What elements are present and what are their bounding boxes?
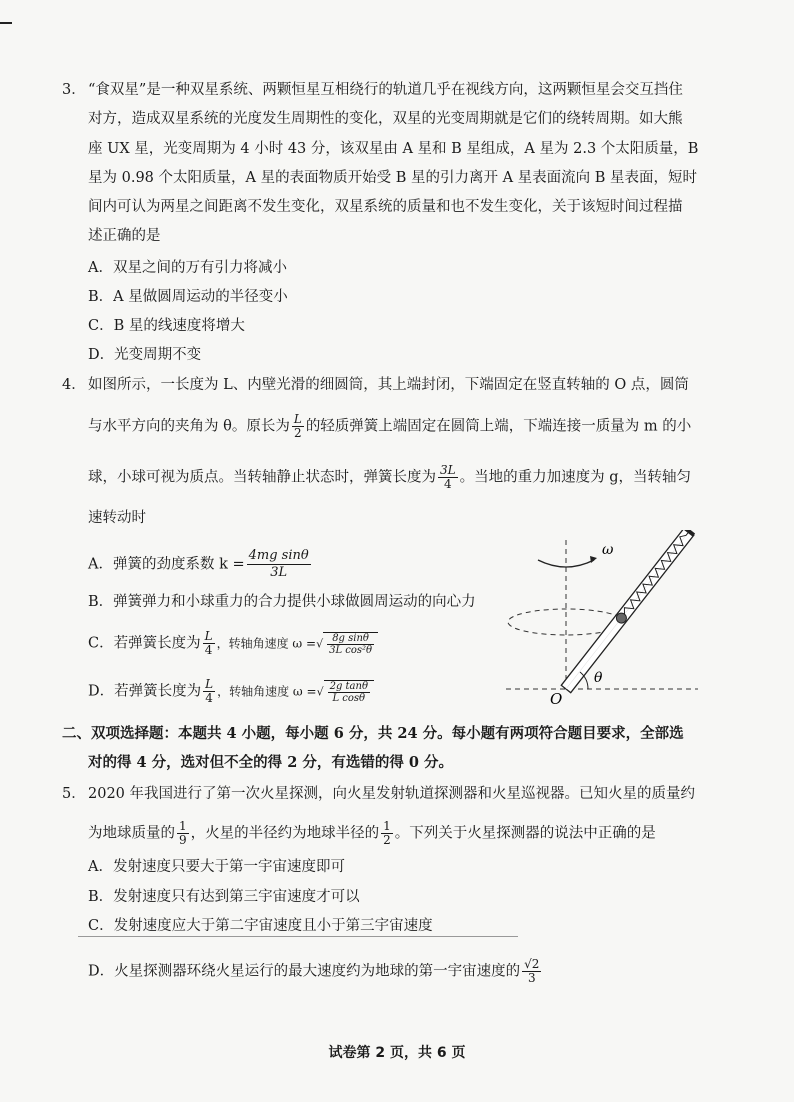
q3-line-6: 述正确的是: [88, 228, 161, 244]
q3-line-2: 对方，造成双星系统的光度发生周期性的变化，双星的光变周期就是它们的绕转周期。如大熊: [88, 111, 683, 127]
q4-option-d: D．若弹簧长度为 $\frac{L}{4}$ ，转轴角速度 ω =√ $\frac{\text{2g tanθ}}{\text{L cosθ}}$: [88, 678, 374, 705]
fraction: $\frac{1}{2}$: [383, 819, 391, 847]
fraction: $\frac{√2}{3}$: [524, 957, 540, 985]
q3-option-d: D．光变周期不变: [88, 347, 202, 363]
q5-line-1: 2020 年我国进行了第一次火星探测，向火星发射轨道探测器和火星巡视器。已知火星的质量约: [88, 786, 696, 802]
q3-number: 3．: [62, 82, 86, 98]
q4-option-b: B．弹簧弹力和小球重力的合力提供小球做圆周运动的向心力: [88, 594, 476, 610]
q4-line-3: 球，小球可视为质点。当转轴静止状态时，弹簧长度为 $\frac{3L}{4}$ 。当地的重力加速度为 g，当转轴匀: [88, 463, 691, 491]
fraction: $\frac{L}{2}$: [293, 412, 302, 440]
q4-option-c: C．若弹簧长度为 $\frac{L}{4}$ ，转轴角速度 ω =√ $\frac{\text{8g sinθ}}{\text{3L cos²θ}}$: [88, 630, 378, 657]
theta-label: θ: [594, 670, 603, 686]
q5-number: 5．: [62, 786, 86, 802]
q4-number: 4．: [62, 377, 86, 393]
q3-line-1: “食双星”是一种双星系统、两颗恒星互相绕行的轨道几乎在视线方向，这两颗恒星会交互挡住: [88, 82, 683, 98]
q4-line-2: 与水平方向的夹角为 θ。原长为 $\frac{L}{2}$ 的轻质弹簧上端固定在圆筒上端，下端连接一质量为 m 的小: [88, 412, 692, 440]
section2-line-2: 对的得 4 分，选对但不全的得 2 分，有选错的得 0 分。: [88, 754, 454, 771]
q5-option-a: A．发射速度只要大于第一宇宙速度即可: [88, 859, 345, 875]
q3-option-b: B．A 星做圆周运动的半径变小: [88, 289, 288, 305]
arrow-head: [590, 556, 597, 563]
q3-line-4: 星为 0.98 个太阳质量，A 星的表面物质开始受 B 星的引力离开 A 星表面流向 B 星表面，短时: [88, 170, 698, 186]
fraction: $\frac{3L}{4}$: [440, 463, 456, 491]
q5-option-b: B．发射速度只有达到第三宇宙速度才可以: [88, 889, 360, 905]
q4-line-4: 速转动时: [88, 510, 146, 526]
fraction: $\frac{\text{8g sinθ}}{\text{3L cos²θ}}$: [329, 632, 373, 656]
q3-line-3: 座 UX 星，光变周期为 4 小时 43 分，该双星由 A 星和 B 星组成，A 星为 2.3 个太阳质量，B: [88, 141, 699, 157]
page-footer: 试卷第 2 页，共 6 页: [328, 1045, 466, 1061]
q3-option-c: C．B 星的线速度将增大: [88, 318, 245, 334]
q3-option-a: A．双星之间的万有引力将减小: [88, 260, 287, 276]
section2-line-1: 二、双项选择题：本题共 4 小题，每小题 6 分，共 24 分。每小题有两项符合题目要求，全部选: [62, 725, 684, 742]
fraction: $\frac{L}{4}$: [205, 677, 214, 705]
spring: [621, 530, 692, 617]
q5-option-c: C．发射速度应大于第二宇宙速度且小于第三宇宙速度: [88, 918, 433, 934]
fraction: $\frac{1}{9}$: [179, 819, 187, 847]
edge-mark: [0, 22, 12, 24]
pencil-stroke: [78, 936, 518, 937]
sqrt-expression: √ $\frac{\text{8g sinθ}}{\text{3L cos²θ}}$: [316, 632, 378, 656]
origin-label: O: [550, 690, 563, 708]
fraction: $\frac{L}{4}$: [204, 629, 213, 657]
rotating-tube-diagram: [498, 530, 708, 710]
tube: [561, 530, 695, 693]
q4-line-1: 如图所示，一长度为 L、内壁光滑的细圆筒，其上端封闭，下端固定在竖直转轴的 O 点，圆筒: [88, 377, 689, 393]
sqrt-expression: √ $\frac{\text{2g tanθ}}{\text{L cosθ}}$: [317, 680, 374, 704]
q5-line-2: 为地球质量的 $\frac{1}{9}$ ，火星的半径约为地球半径的 $\frac{1}{2}$ 。下列关于火星探测器的说法中正确的是: [88, 819, 656, 847]
q5-option-d: D．火星探测器环绕火星运行的最大速度约为地球的第一宇宙速度的 $\frac{√2}{3}$: [88, 957, 540, 985]
fraction: $\frac{\text{4mg sinθ}}{3L}$: [248, 548, 309, 580]
fraction: $\frac{\text{2g tanθ}}{\text{L cosθ}}$: [329, 680, 368, 704]
q3-line-5: 间内可认为两星之间距离不发生变化，双星系统的质量和也不发生变化，关于该短时间过程描: [88, 199, 683, 215]
omega-label: ω: [602, 542, 614, 558]
q4-option-a: A．弹簧的劲度系数 k = $\frac{\text{4mg sinθ}}{3L}$: [88, 548, 309, 580]
